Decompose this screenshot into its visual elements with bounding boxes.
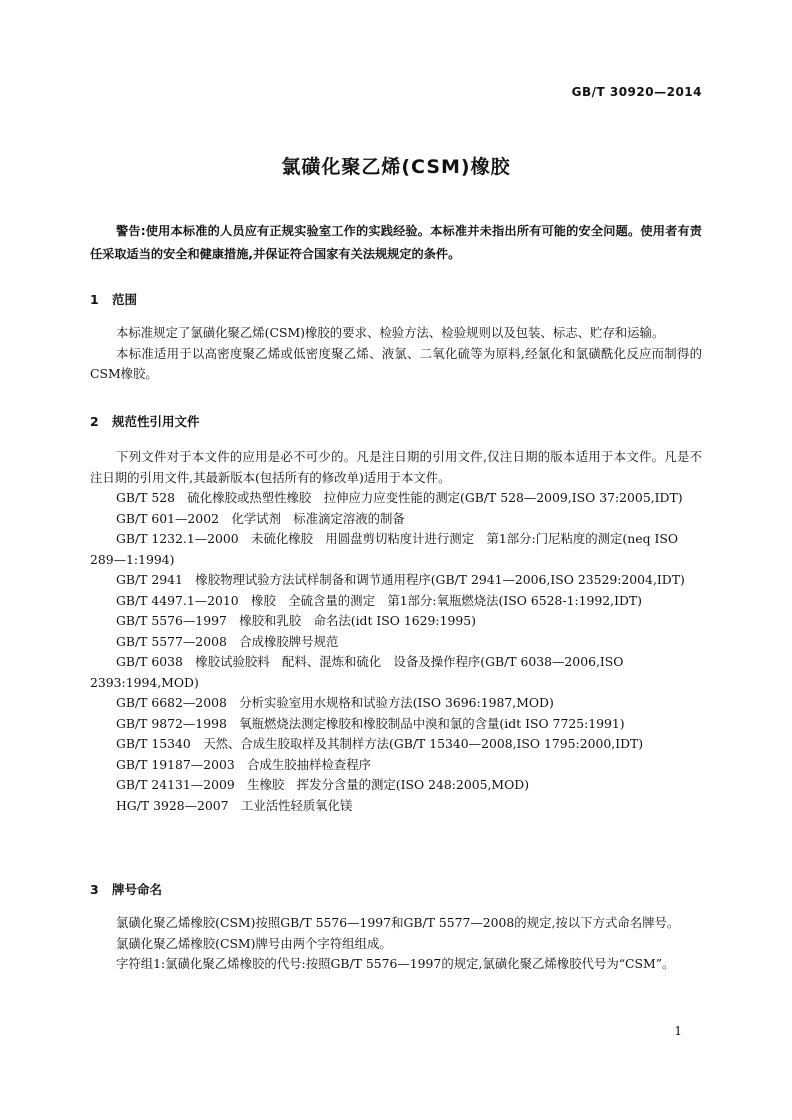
paragraph: 本标准适用于以高密度聚乙烯或低密度聚乙烯、液氯、二氧化硫等为原料,经氯化和氯磺酰化反应而制得的CSM橡胶。	[90, 345, 702, 381]
section-2-heading	[90, 412, 200, 430]
reference-item: GB/T 19187—2003 合成生胶抽样检查程序	[116, 756, 372, 772]
reference-item: GB/T 5577—2008 合成橡胶牌号规范	[116, 633, 339, 649]
reference-item: GB/T 4497.1—2010 橡胶 全硫含量的测定 第1部分:氧瓶燃烧法(ISO 6528-1:1992,IDT)	[116, 592, 643, 608]
section-3-heading	[90, 880, 162, 898]
section-title: 牌号命名	[112, 882, 163, 897]
section-number: 3	[90, 882, 99, 897]
section-2-body	[90, 447, 702, 816]
section-title: 规范性引用文件	[112, 414, 200, 429]
reference-item: GB/T 1232.1—2000 未硫化橡胶 用圆盘剪切粘度计进行测定 第1部分:门尼粘度的测定(neq ISO 289—1:1994)	[90, 531, 678, 567]
warning-paragraph: 警告:使用本标准的人员应有正规实验室工作的实践经验。本标准并未指出所有可能的安全问题。使用者有责任采取适当的安全和健康措施,并保证符合国家有关法规规定的条件。	[90, 224, 702, 261]
reference-item: GB/T 528 硫化橡胶或热塑性橡胶 拉伸应力应变性能的测定(GB/T 528—2009,ISO 37:2005,IDT)	[116, 490, 683, 505]
section-1-body	[90, 323, 702, 385]
paragraph: 字符组1:氯磺化聚乙烯橡胶的代号:按照GB/T 5576—1997的规定,氯磺化聚乙烯橡胶代号为“CSM”。	[116, 956, 675, 971]
section-title: 范围	[112, 292, 138, 307]
section-3-body	[90, 913, 702, 975]
paragraph: 氯磺化聚乙烯橡胶(CSM)牌号由两个字符组组成。	[116, 935, 392, 951]
reference-item: GB/T 5576—1997 橡胶和乳胶 命名法(idt ISO 1629:1995)	[116, 613, 476, 628]
section-1-heading	[90, 290, 137, 308]
reference-item: GB/T 15340 天然、合成生胶取样及其制样方法(GB/T 15340—2008,ISO 1795:2000,IDT)	[116, 736, 644, 751]
reference-item: GB/T 24131—2009 生橡胶 挥发分含量的测定(ISO 248:2005,MOD)	[116, 777, 530, 792]
reference-item: GB/T 2941 橡胶物理试验方法试样制备和调节通用程序(GB/T 2941—2006,ISO 23529:2004,IDT)	[116, 572, 685, 587]
page-number: 1	[674, 1024, 682, 1038]
reference-item: GB/T 601—2002 化学试剂 标准滴定溶液的制备	[116, 510, 405, 526]
reference-item: GB/T 6682—2008 分析实验室用水规格和试验方法(ISO 3696:1987,MOD)	[116, 695, 554, 710]
paragraph: 本标准规定了氯磺化聚乙烯(CSM)橡胶的要求、检验方法、检验规则以及包装、标志、贮存和运输。	[116, 325, 665, 340]
section-number: 1	[90, 292, 99, 307]
paragraph: 氯磺化聚乙烯橡胶(CSM)按照GB/T 5576—1997和GB/T 5577—2008的规定,按以下方式命名牌号。	[116, 915, 680, 930]
reference-item: HG/T 3928—2007 工业活性轻质氧化镁	[116, 797, 353, 813]
reference-item: GB/T 9872—1998 氧瓶燃烧法测定橡胶和橡胶制品中溴和氯的含量(idt ISO 7725:1991)	[116, 715, 625, 731]
reference-item: GB/T 6038 橡胶试验胶料 配料、混炼和硫化 设备及操作程序(GB/T 6038—2006,ISO 2393:1994,MOD)	[90, 654, 624, 690]
section-number: 2	[90, 414, 99, 429]
standard-number: GB/T 30920—2014	[571, 85, 702, 99]
paragraph: 下列文件对于本文件的应用是必不可少的。凡是注日期的引用文件,仅注日期的版本适用于本文件。凡是不注日期的引用文件,其最新版本(包括所有的修改单)适用于本文件。	[90, 449, 702, 485]
document-title: 氯磺化聚乙烯(CSM)橡胶	[281, 156, 511, 178]
